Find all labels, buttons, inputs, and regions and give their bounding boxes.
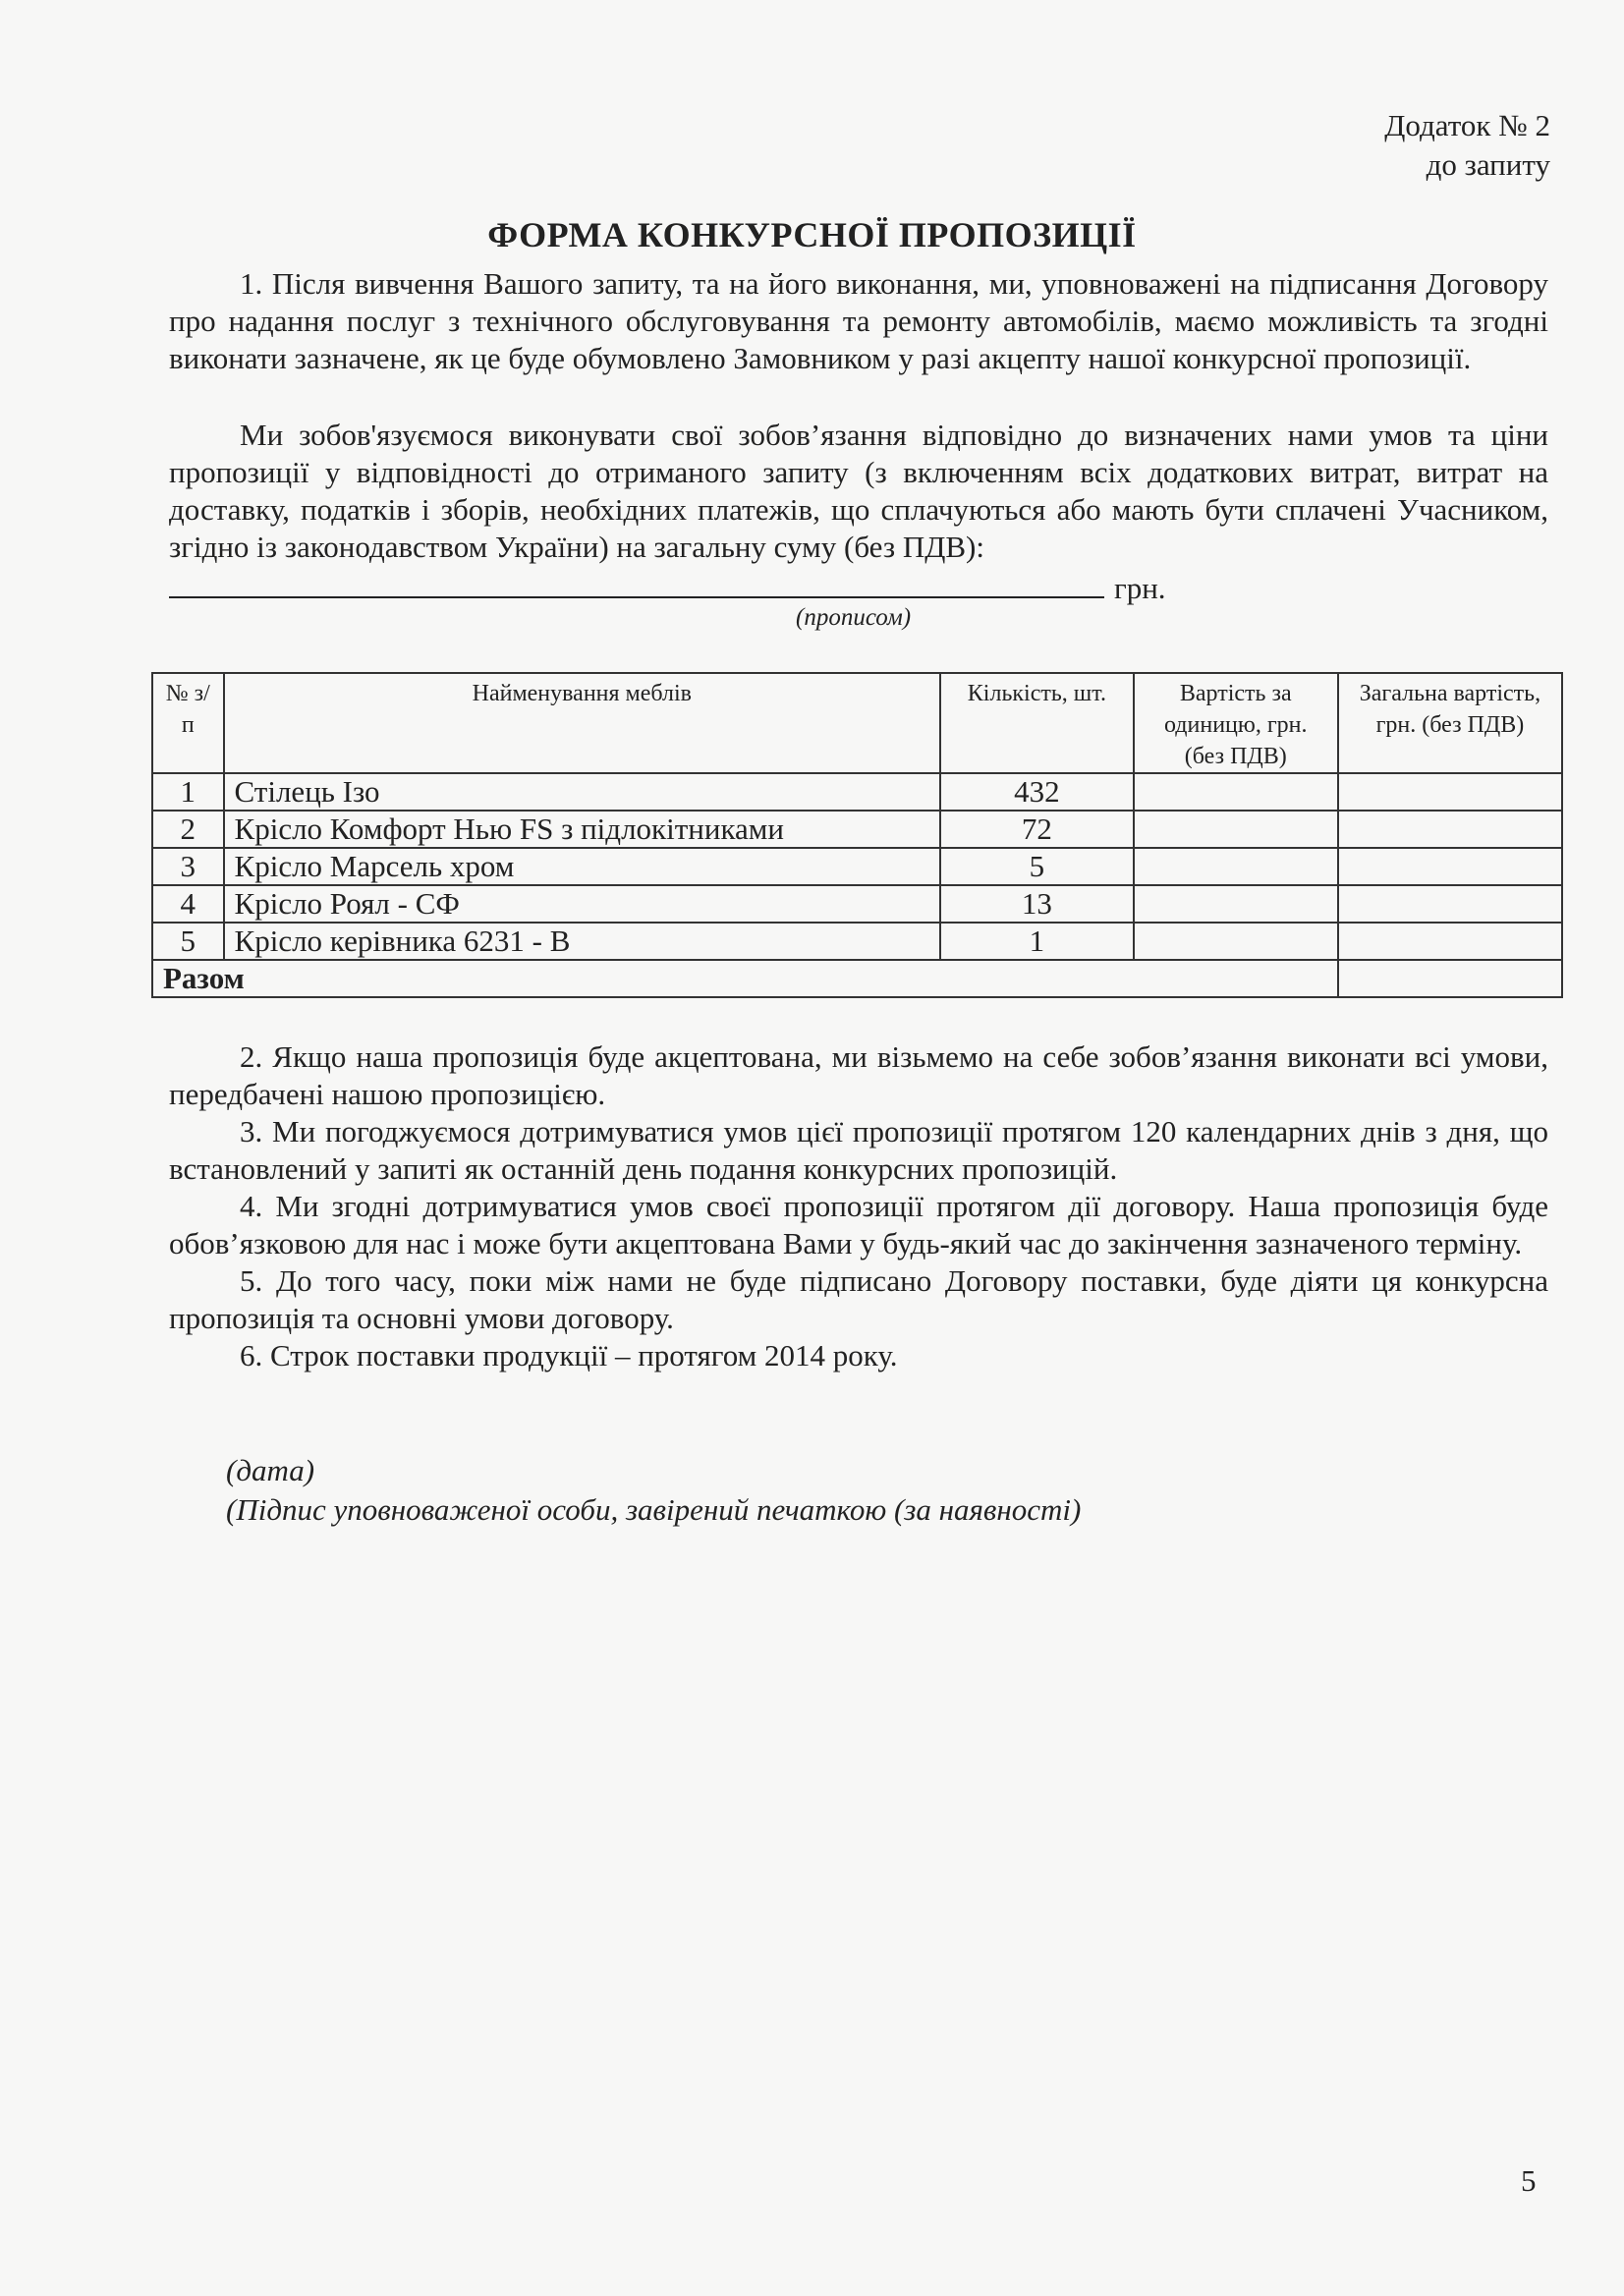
header-total-price: Загальна вартість, грн. (без ПДВ) (1338, 673, 1562, 773)
row-total-price[interactable] (1338, 923, 1562, 960)
row-num: 5 (152, 923, 224, 960)
clause-text: 2. Якщо наша пропозиція буде акцептована, ми візьмемо на себе зобов’язання виконати всі умови, передбачені нашою пропозицією. (169, 1039, 1548, 1111)
row-unit-price[interactable] (1134, 848, 1338, 885)
clauses-section (169, 1038, 1548, 1374)
annex-number: Додаток № 2 (1384, 108, 1550, 142)
clause (169, 1188, 1548, 1262)
items-table (151, 672, 1563, 998)
clause-text: 6. Строк поставки продукції – протягом 2014 року. (240, 1338, 898, 1372)
row-name: Крісло Марсель хром (224, 848, 941, 885)
row-name: Крісло керівника 6231 - В (224, 923, 941, 960)
clause (169, 1113, 1548, 1188)
row-num: 1 (152, 773, 224, 811)
paragraph-1-text: 1. Після вивчення Вашого запиту, та на його виконання, ми, уповноважені на підписання Договору про надання послуг з технічного обслуговування та ремонту автомобілів, маємо можливість та згодні виконати зазначене, як це буде обумовлено Замовником у разі акцепту нашої конкурсної пропозиції. (169, 266, 1548, 375)
header-qty: Кількість, шт. (940, 673, 1134, 773)
date-label: (дата) (226, 1453, 315, 1487)
table-row (152, 885, 1562, 923)
clause-text: 4. Ми згодні дотримуватися умов своєї пропозиції протягом дії договору. Наша пропозиція буде обов’язковою для нас і може бути акцептована Вами у будь-який час до закінчення зазначеного терміну. (169, 1189, 1548, 1260)
row-qty: 13 (940, 885, 1134, 923)
amount-unit: грн. (1114, 571, 1166, 605)
row-name: Крісло Роял - СФ (224, 885, 941, 923)
amount-line (169, 567, 1250, 607)
amount-hint: (прописом) (796, 604, 912, 631)
row-total-price[interactable] (1338, 773, 1562, 811)
row-name: Крісло Комфорт Нью FS з підлокітниками (224, 811, 941, 848)
header-unit-price: Вартість за одиницю, грн. (без ПДВ) (1134, 673, 1338, 773)
row-num: 2 (152, 811, 224, 848)
table-row (152, 811, 1562, 848)
signature-label: (Підпис уповноваженої особи, завірений печаткою (за наявності) (226, 1492, 1082, 1527)
annex-ref: до запиту (1426, 147, 1550, 182)
row-unit-price[interactable] (1134, 811, 1338, 848)
header-num: № з/п (152, 673, 224, 773)
clause-text: 3. Ми погоджуємося дотримуватися умов цієї пропозиції протягом 120 календарних днів з дня, що встановлений у запиті як останній день подання конкурсних пропозицій. (169, 1114, 1548, 1186)
header-name: Найменування меблів (224, 673, 941, 773)
row-num: 4 (152, 885, 224, 923)
table-row (152, 848, 1562, 885)
total-value[interactable] (1338, 960, 1562, 997)
clause (169, 1262, 1548, 1337)
table-header-row (152, 673, 1562, 773)
paragraph-2-text: Ми зобов'язуємося виконувати свої зобов’язання відповідно до визначених нами умов та ціни пропозиції у відповідності до отриманого запиту (з включенням всіх додаткових витрат, витрат на доставку, податків і зборів, необхідних платежів, що сплачуються або мають бути сплачені Учасником, згідно із законодавством України) на загальну суму (без ПДВ): (169, 418, 1548, 564)
row-total-price[interactable] (1338, 811, 1562, 848)
row-name: Стілець Ізо (224, 773, 941, 811)
row-total-price[interactable] (1338, 848, 1562, 885)
clause-text: 5. До того часу, поки між нами не буде підписано Договору поставки, буде діяти ця конкурсна пропозиція та основні умови договору. (169, 1263, 1548, 1335)
page-title: ФОРМА КОНКУРСНОЇ ПРОПОЗИЦІЇ (487, 215, 1137, 254)
row-qty: 72 (940, 811, 1134, 848)
total-label: Разом (152, 960, 1338, 997)
page-number: 5 (1521, 2163, 1537, 2198)
annex-label (1384, 106, 1550, 185)
table-row (152, 773, 1562, 811)
amount-blank-field[interactable] (169, 567, 1104, 598)
clause (169, 1337, 1548, 1374)
paragraph-2 (169, 417, 1548, 566)
row-unit-price[interactable] (1134, 773, 1338, 811)
row-total-price[interactable] (1338, 885, 1562, 923)
paragraph-1 (169, 265, 1548, 377)
row-unit-price[interactable] (1134, 885, 1338, 923)
table-total-row (152, 960, 1562, 997)
row-unit-price[interactable] (1134, 923, 1338, 960)
row-num: 3 (152, 848, 224, 885)
table-row (152, 923, 1562, 960)
row-qty: 1 (940, 923, 1134, 960)
clause (169, 1038, 1548, 1113)
row-qty: 5 (940, 848, 1134, 885)
row-qty: 432 (940, 773, 1134, 811)
